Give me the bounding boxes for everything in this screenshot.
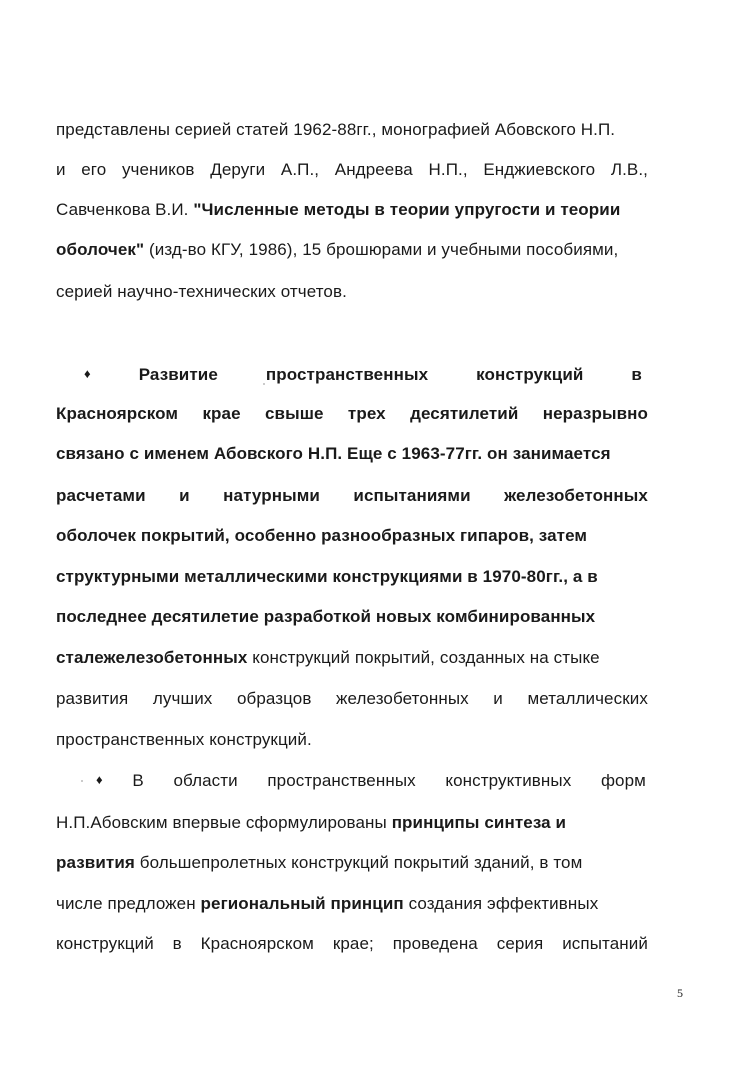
p2-line-10: пространственных конструкций.: [56, 730, 312, 749]
p2-line-8: [56, 647, 648, 669]
word: пространственных: [265, 365, 429, 384]
word: проведена: [392, 934, 478, 953]
p2-line-9: [56, 688, 648, 710]
word: и: [493, 689, 503, 708]
text-normal: числе предложен: [56, 894, 201, 913]
word: железобетонных: [336, 689, 469, 708]
word: испытаниями: [353, 486, 471, 505]
p3-line-4: [56, 893, 648, 915]
word: и: [56, 160, 66, 179]
text-normal: Савченкова В.И.: [56, 200, 194, 219]
word: неразрывно: [542, 404, 648, 423]
word: развития: [56, 689, 129, 708]
p2-line-1: [84, 364, 642, 386]
word: А.П.,: [280, 160, 320, 179]
word: в: [631, 365, 642, 384]
word: образцов: [236, 689, 312, 708]
diamond-bullet-icon: ♦: [84, 366, 91, 381]
p1-line-4: [56, 239, 648, 261]
book-title-bold-end: оболочек": [56, 240, 145, 259]
p1-line-5: серией научно-технических отчетов.: [56, 282, 347, 301]
text-normal: (изд-во КГУ, 1986), 15 брошюрами и учебными пособиями,: [144, 240, 619, 259]
scan-speck: [81, 780, 83, 782]
word: десятилетий: [410, 404, 519, 423]
word: конструкций: [476, 365, 584, 384]
word: конструктивных: [445, 771, 572, 790]
text-normal: Н.П.Абовским впервые сформулированы: [56, 813, 392, 832]
word: Л.В.,: [610, 160, 648, 179]
text-bold: принципы синтеза и: [391, 813, 567, 832]
scan-speck: [263, 383, 265, 385]
page-number: 5: [677, 986, 683, 1000]
p3-line-2: [56, 812, 648, 834]
text-normal: конструкций покрытий, созданных на стыке: [247, 648, 600, 667]
p3-line-3: [56, 852, 648, 874]
word: трех: [347, 404, 386, 423]
p1-line-2: [56, 159, 648, 181]
book-title-bold: "Численные методы в теории упругости и теории: [193, 200, 621, 219]
word: серия: [496, 934, 544, 953]
word: его: [81, 160, 107, 179]
word: металлических: [527, 689, 648, 708]
word: области: [173, 771, 238, 790]
p2-line-2: [56, 403, 648, 425]
p2-line-4: [56, 485, 648, 507]
word: свыше: [265, 404, 324, 423]
word: Андреева: [334, 160, 413, 179]
word: В: [132, 771, 144, 790]
word: Н.П.,: [428, 160, 468, 179]
word: форм: [600, 771, 646, 790]
word: Деруги: [210, 160, 266, 179]
word: и: [179, 486, 190, 505]
word: расчетами: [56, 486, 146, 505]
word: Енджиевского: [483, 160, 596, 179]
p2-line-7: последнее десятилетие разработкой новых комбинированных: [56, 607, 596, 626]
text-bold: региональный принцип: [200, 894, 404, 913]
text-normal: создания эффективных: [403, 894, 599, 913]
word: Красноярском: [56, 404, 179, 423]
text-normal: большепролетных конструкций покрытий зданий, в том: [134, 853, 583, 872]
word: пространственных: [267, 771, 416, 790]
word: конструкций: [56, 934, 154, 953]
word: железобетонных: [504, 486, 648, 505]
diamond-bullet-icon: ♦: [96, 772, 103, 787]
word: в: [172, 934, 182, 953]
word: учеников: [121, 160, 195, 179]
p2-line-3: связано с именем Абовского Н.П. Еще с 1963-77гг. он занимается: [56, 444, 611, 463]
word: испытаний: [562, 934, 648, 953]
text-bold: сталежелезобетонных: [56, 648, 248, 667]
word: лучших: [152, 689, 213, 708]
text-bold: развития: [56, 853, 135, 872]
p2-line-5: оболочек покрытий, особенно разнообразных гипаров, затем: [56, 526, 588, 545]
word: натурными: [223, 486, 320, 505]
word: крае: [202, 404, 241, 423]
word: крае;: [332, 934, 374, 953]
p2-line-6: структурными металлическими конструкциями в 1970-80гг., а в: [56, 567, 598, 586]
word: Развитие: [138, 365, 218, 384]
p3-line-5: [56, 933, 648, 955]
word: Красноярском: [200, 934, 314, 953]
p1-line-3: [56, 199, 648, 221]
p3-line-1: [96, 770, 646, 792]
p1-line-1: представлены серией статей 1962-88гг., монографией Абовского Н.П.: [56, 120, 616, 139]
